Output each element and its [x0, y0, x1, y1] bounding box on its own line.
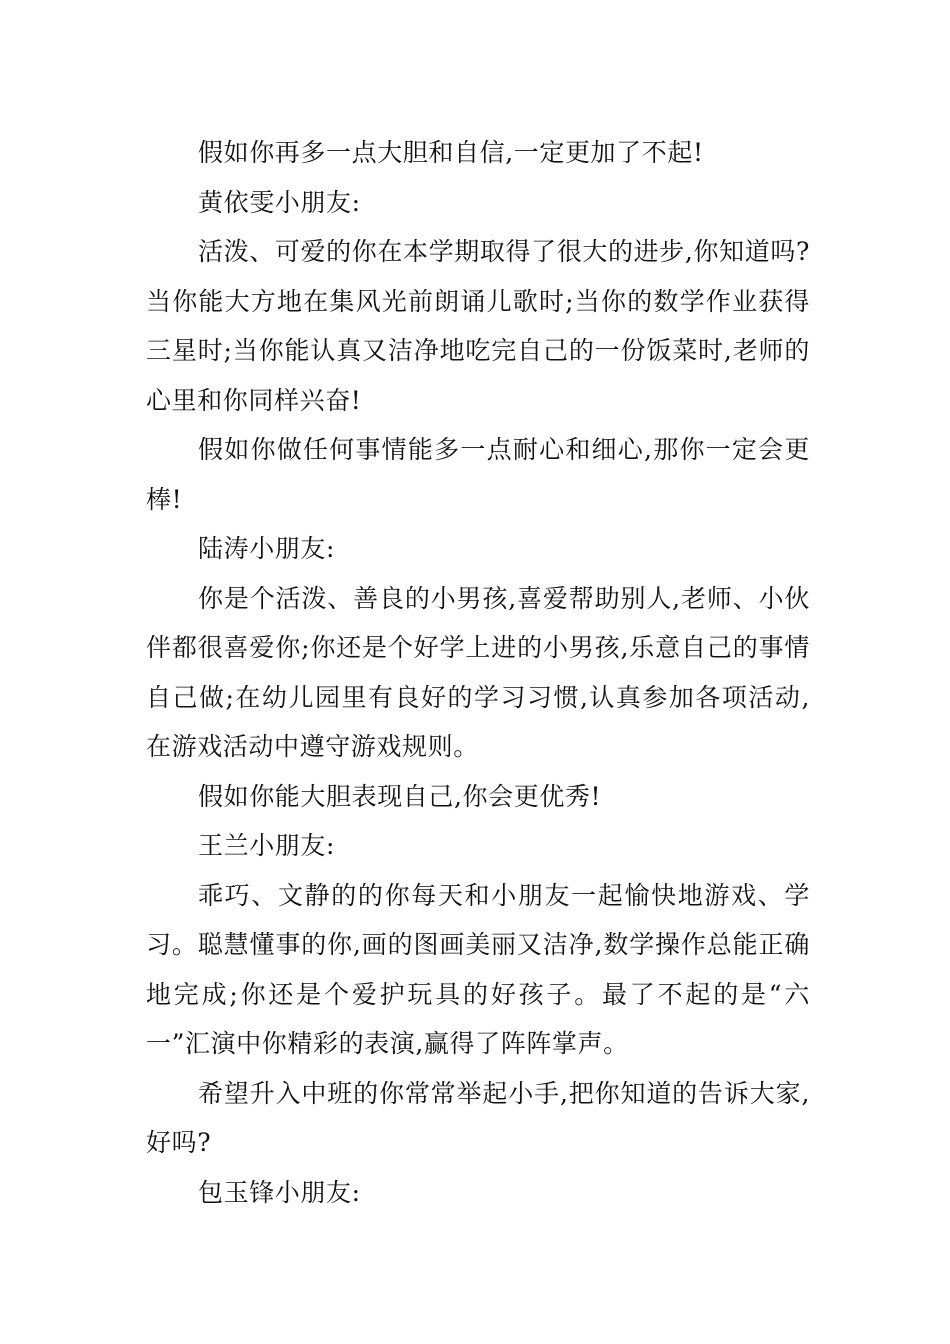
document-body	[146, 128, 810, 1217]
paragraph-heading-huang-yiwen: 黄依雯小朋友:	[198, 187, 361, 217]
paragraph-encouragement-1: 假如你再多一点大胆和自信,一定更加了不起!	[198, 138, 704, 167]
paragraph-heading-lu-tao: 陆涛小朋友:	[198, 534, 336, 563]
paragraph-heading-bao-yufeng: 包玉锋小朋友:	[198, 1177, 361, 1207]
paragraph-encouragement-2: 假如你做任何事情能多一点耐心和细心,那你一定会更棒!	[146, 435, 810, 514]
paragraph-heading-wang-lan: 王兰小朋友:	[198, 831, 336, 860]
paragraph-encouragement-4: 希望升入中班的你常常举起小手,把你知道的告诉大家,好吗?	[146, 1078, 810, 1157]
paragraph-comment-huang-yiwen: 活泼、可爱的你在本学期取得了很大的进步,你知道吗?当你能大方地在集风光前朗诵儿歌时;当你的数学作业获得三星时;当你能认真又洁净地吃完自己的一份饭菜时,老师的心里和你同样兴奋!	[146, 237, 810, 415]
paragraph-encouragement-3: 假如你能大胆表现自己,你会更优秀!	[198, 781, 602, 811]
paragraph-comment-wang-lan: 乖巧、文静的的你每天和小朋友一起愉快地游戏、学习。聪慧懂事的你,画的图画美丽又洁净,数学操作总能正确地完成;你还是个爱护玩具的好孩子。最了不起的是“六一”汇演中你精彩的表演,赢得了阵阵掌声。	[146, 880, 810, 1058]
paragraph-comment-lu-tao: 你是个活泼、善良的小男孩,喜爱帮助别人,老师、小伙伴都很喜爱你;你还是个好学上进的小男孩,乐意自己的事情自己做;在幼儿园里有良好的学习习惯,认真参加各项活动,在游戏活动中遵守游戏规则。	[146, 583, 810, 761]
